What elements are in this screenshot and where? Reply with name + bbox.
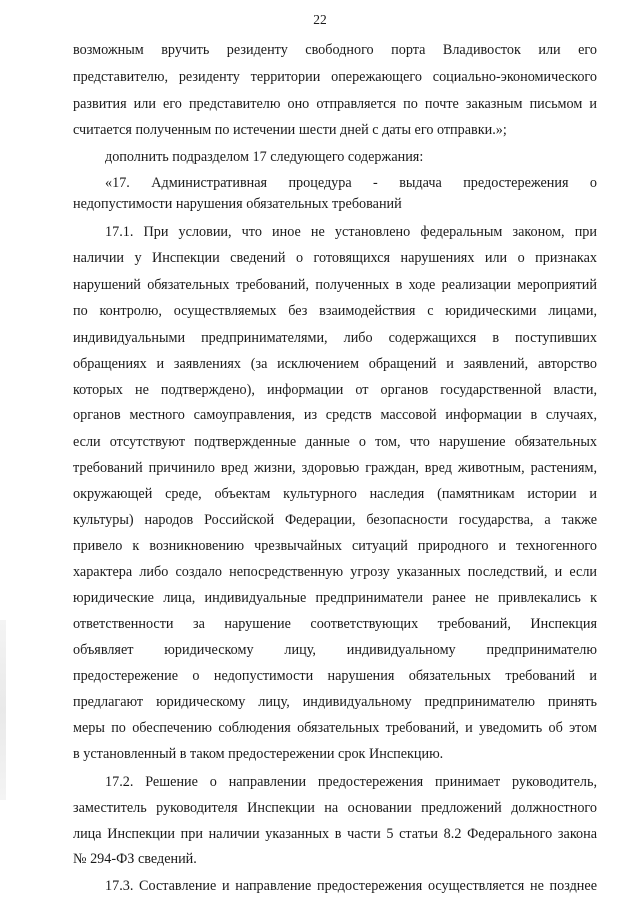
text-line: юридические лица, индивидуальные предприниматели ранее не привлекались к xyxy=(73,590,597,606)
text-line: индивидуальными предпринимателями, либо содержащихся в поступивших xyxy=(73,330,597,346)
text-line: 17.1. При условии, что иное не установлено федеральным законом, при xyxy=(105,224,597,240)
page-number: 22 xyxy=(313,12,327,27)
text-line: меры по обеспечению соблюдения обязательных требований, и уведомить об этом xyxy=(73,720,597,736)
text-line: считается полученным по истечении шести дней с даты его отправки.»; xyxy=(73,122,507,138)
text-line: представителю, резиденту территории опережающего социально-экономического xyxy=(73,69,597,85)
text-line: 17.2. Решение о направлении предостережения принимает руководитель, xyxy=(105,774,597,790)
scan-edge-shadow xyxy=(0,620,6,800)
text-line: заместитель руководителя Инспекции на основании предложений должностного xyxy=(73,800,597,816)
text-line: органов местного самоуправления, из средств массовой информации в случаях, xyxy=(73,407,597,423)
text-line: дополнить подразделом 17 следующего содержания: xyxy=(105,149,424,165)
text-line: развития или его представителю оно отправляется по почте заказным письмом и xyxy=(73,96,597,112)
text-line: лица Инспекции при наличии указанных в части 5 статьи 8.2 Федерального закона xyxy=(73,826,597,842)
text-line: привело к возникновению чрезвычайных ситуаций природного и техногенного xyxy=(73,538,597,554)
text-line: по контролю, осуществляемых без взаимодействия с юридическими лицами, xyxy=(73,303,597,319)
text-line: 17.3. Составление и направление предостережения осуществляется не позднее xyxy=(105,878,597,894)
text-line: в установленный в таком предостережении срок Инспекцию. xyxy=(73,746,444,762)
section-heading-line: недопустимости нарушения обязательных требований xyxy=(73,196,402,212)
text-line: окружающей среде, объектам культурного наследия (памятникам истории и xyxy=(73,486,597,502)
text-line: наличии у Инспекции сведений о готовящихся нарушениях или о признаках xyxy=(73,250,597,266)
text-line: ответственности за нарушение соответствующих требований, Инспекция xyxy=(73,616,597,632)
section-heading-line: «17. Административная процедура - выдача предостережения о xyxy=(105,175,597,191)
text-line: если отсутствуют подтвержденные данные о том, что нарушение обязательных xyxy=(73,434,597,450)
text-line: объявляет юридическому лицу, индивидуальному предпринимателю xyxy=(73,642,597,658)
text-line: которых не подтверждено), информации от органов государственной власти, xyxy=(73,382,597,398)
text-line: обращениях и заявлениях (за исключением обращений и заявлений, авторство xyxy=(73,356,597,372)
text-line: предостережение о недопустимости нарушения обязательных требований и xyxy=(73,668,597,684)
text-line: предлагают юридическому лицу, индивидуальному предпринимателю принять xyxy=(73,694,597,710)
text-line: требований причинило вред жизни, здоровью граждан, вред животным, растениям, xyxy=(73,460,597,476)
text-line: № 294-ФЗ сведений. xyxy=(73,851,197,867)
text-line: характера либо создало непосредственную угрозу указанных последствий, и если xyxy=(73,564,597,580)
text-line: культуры) народов Российской Федерации, безопасности государства, а также xyxy=(73,512,597,528)
text-line: нарушений обязательных требований, полученных в ходе реализации мероприятий xyxy=(73,277,597,293)
text-line: возможным вручить резиденту свободного порта Владивосток или его xyxy=(73,42,597,58)
